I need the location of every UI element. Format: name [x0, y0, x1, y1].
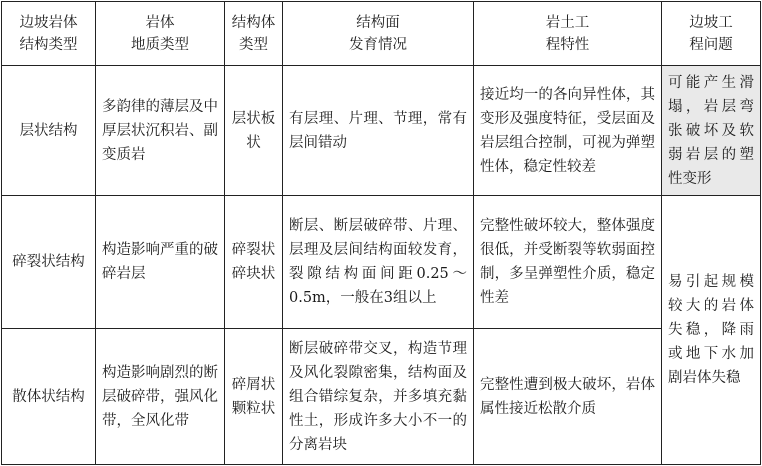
- header-geology: 岩体 地质类型: [96, 2, 225, 66]
- header-row: [2, 2, 761, 66]
- table-row: [2, 329, 761, 465]
- cell-problem: 可能产生滑塌，岩层弯张破坏及软弱岩层的塑性变形: [662, 66, 761, 196]
- header-discontinuity: 结构面 发育情况: [283, 2, 474, 66]
- cell-structure-type: 碎裂状结构: [2, 196, 96, 329]
- cell-structure-type: 层状结构: [2, 66, 96, 196]
- cell-properties: 完整性破坏较大，整体强度很低，并受断裂等软弱面控制，多呈弹塑性介质，稳定性差: [474, 196, 662, 329]
- cell-geology: 构造影响剧烈的断层破碎带，强风化带，全风化带: [96, 329, 225, 465]
- slope-rock-structure-table: [1, 1, 761, 465]
- cell-discontinuity: 断层破碎带交叉，构造节理及风化裂隙密集，结构面及组合错综复杂，并多填充黏性土，形成许多大小不一的分离岩块: [283, 329, 474, 465]
- table-row: [2, 196, 761, 329]
- cell-problem-merged: 易引起规模较大的岩体失稳，降雨或地下水加剧岩体失稳: [662, 196, 761, 465]
- header-structure-type: 边坡岩体 结构类型: [2, 2, 96, 66]
- cell-body-type: 层状板状: [225, 66, 283, 196]
- cell-geology: 构造影响严重的破碎岩层: [96, 196, 225, 329]
- cell-body-type: 碎屑状颗粒状: [225, 329, 283, 465]
- cell-properties: 接近均一的各向异性体，其变形及强度特征，受层面及岩层组合控制，可视为弹塑性体，稳定性较差: [474, 66, 662, 196]
- header-properties: 岩土工 程特性: [474, 2, 662, 66]
- cell-geology: 多韵律的薄层及中厚层状沉积岩、副变质岩: [96, 66, 225, 196]
- cell-structure-type: 散体状结构: [2, 329, 96, 465]
- table-row: [2, 66, 761, 196]
- cell-properties: 完整性遭到极大破坏，岩体属性接近松散介质: [474, 329, 662, 465]
- cell-discontinuity: 断层、断层破碎带、片理、层理及层间结构面较发育，裂隙结构面间距0.25～0.5m，一般在3组以上: [283, 196, 474, 329]
- header-body-type: 结构体 类型: [225, 2, 283, 66]
- cell-discontinuity: 有层理、片理、节理，常有层间错动: [283, 66, 474, 196]
- cell-body-type: 碎裂状碎块状: [225, 196, 283, 329]
- header-problem: 边坡工 程问题: [662, 2, 761, 66]
